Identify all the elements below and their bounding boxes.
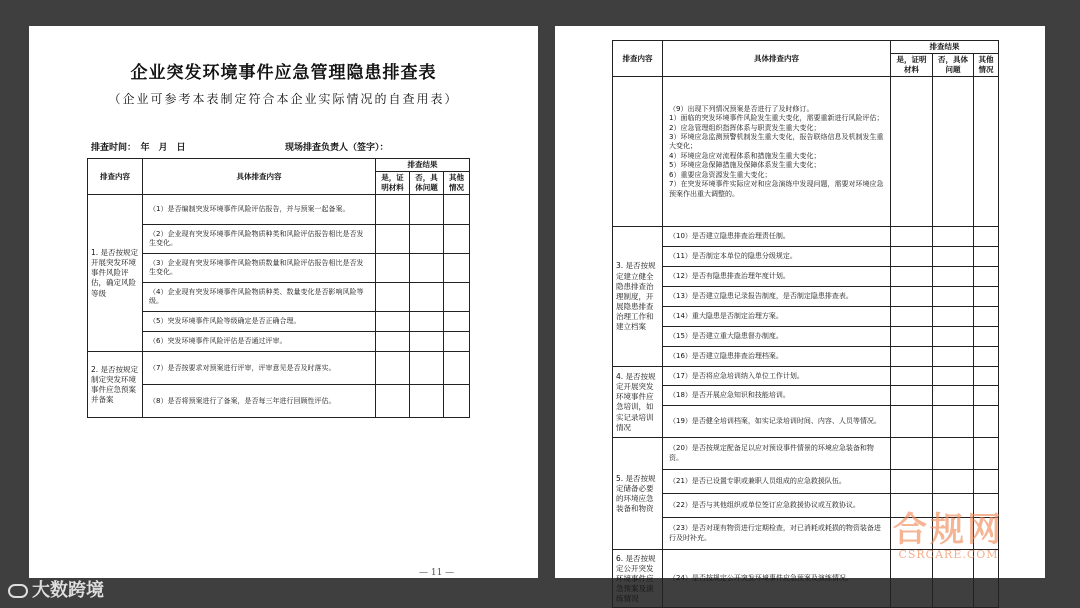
table-header-row [88,159,470,172]
brand-logo-icon [8,584,28,598]
table-row [613,406,999,438]
cell-no[interactable] [933,227,974,247]
document-title: 企业突发环境事件应急管理隐患排查表 [130,63,437,83]
row-category: 1. 是否按规定开展突发环境事件风险评估，确定风险等级 [88,195,143,352]
header-yes: 是，证明材料 [376,172,410,195]
page-number: — 11 — [419,568,455,578]
cell-other[interactable] [974,347,999,367]
cell-no[interactable] [933,438,974,470]
row-item: （23）是否对现有物资进行定期检查，对已消耗或耗损的物资装备进行及时补充。 [663,518,891,550]
responsible-signature-label: 现场排查负责人（签字）： [285,143,389,153]
row-item: （21）是否已设置专职或兼职人员组成的应急救援队伍。 [663,470,891,494]
cell-yes[interactable] [891,327,933,347]
table-row [613,227,999,247]
row-item: （1）是否编制突发环境事件风险评估报告，并与预案一起备案。 [143,195,376,225]
watermark [893,512,1004,561]
cell-yes[interactable] [891,267,933,287]
cell-other[interactable] [974,247,999,267]
header-other: 其他情况 [444,172,470,195]
cell-no[interactable] [410,283,444,312]
header-content: 具体排查内容 [663,41,891,77]
cell-other[interactable] [974,367,999,386]
watermark-main: 合规网 [893,510,1004,550]
row-item: （15）是否建立重大隐患督办制度。 [663,327,891,347]
row-item: （14）重大隐患是否制定治理方案。 [663,307,891,327]
cell-other[interactable] [974,227,999,247]
cell-no[interactable] [933,327,974,347]
cell-no[interactable] [933,287,974,307]
cell-other[interactable] [444,195,470,225]
row-item: （7）是否按要求对预案进行评审，评审意见是否及时落实。 [143,352,376,385]
cell-yes[interactable] [891,77,933,227]
table-header-row [613,41,999,54]
cell-yes[interactable] [891,227,933,247]
cell-no[interactable] [410,385,444,418]
header-category: 排查内容 [613,41,663,77]
cell-other[interactable] [974,307,999,327]
header-content: 具体排查内容 [143,159,376,195]
cell-yes[interactable] [376,225,410,254]
row-category: 3. 是否按规定建立健全隐患排查治理制度，开展隐患排查治理工作和建立档案 [613,227,663,367]
cell-other[interactable] [444,385,470,418]
cell-no[interactable] [933,367,974,386]
brand-logo [8,576,104,602]
row-item: （8）是否将预案进行了备案，是否每三年进行回顾性评估。 [143,385,376,418]
cell-other[interactable] [444,254,470,283]
document-page-left [29,26,538,578]
cell-yes[interactable] [376,385,410,418]
row-item: （13）是否建立隐患记录报告制度，是否制定隐患排查表。 [663,287,891,307]
cell-other[interactable] [444,312,470,332]
cell-yes[interactable] [891,347,933,367]
watermark-sub: CSRCARE.COM [898,548,999,561]
document-page-right [555,26,1045,604]
cell-other[interactable] [974,267,999,287]
table-row [88,332,470,352]
cell-yes[interactable] [891,247,933,267]
row-category: 5. 是否按规定储备必要的环境应急装备和物资 [613,438,663,550]
cell-no[interactable] [933,406,974,438]
cell-no[interactable] [933,247,974,267]
cell-yes[interactable] [891,367,933,386]
cell-other[interactable] [444,225,470,254]
table-row [613,386,999,406]
table-row [613,247,999,267]
cell-no[interactable] [410,254,444,283]
cell-yes[interactable] [376,352,410,385]
row-item: （5）突发环境事件风险等级确定是否正确合理。 [143,312,376,332]
table-row [613,470,999,494]
cell-other[interactable] [444,332,470,352]
table-row [88,385,470,418]
header-no: 否，具体问题 [410,172,444,195]
checklist-table-left [87,158,470,418]
cell-no[interactable] [410,225,444,254]
cell-other[interactable] [974,287,999,307]
row-item: （2）企业现有突发环境事件风险物质种类和风险评估报告相比是否发生变化。 [143,225,376,254]
header-result: 排查结果 [376,159,470,172]
cell-other[interactable] [974,470,999,494]
cell-yes[interactable] [376,254,410,283]
row-item: （22）是否与其他组织或单位签订应急救援协议或互救协议。 [663,494,891,518]
row-item: （12）是否有隐患排查治理年度计划。 [663,267,891,287]
header-result: 排查结果 [891,41,999,54]
table-row [88,195,470,225]
table-row [613,327,999,347]
table-row [613,438,999,470]
row-category: 2. 是否按规定制定突发环境事件应急预案并备案 [88,352,143,418]
cell-no[interactable] [933,307,974,327]
brand-name: 大数跨境 [32,580,104,601]
table-row [88,225,470,254]
row-item: （9）出现下列情况预案是否进行了及时修订。 1）面临的突发环境事件风险发生重大变化，需要重新进行风险评估； 2）应急管理组织指挥体系与职责发生重大变化； 3）环境应急监测预警机制发生重大变化，报告联络信息及机制发生重大变化； 4）环境应急应对流程体系和措施发生重大变化； 5）环境应急保障措施及保障体系发生重大变化； 6）重要应急资源发生重大变化； 7）在突发环境事件实际应对和应急演练中发现问题，需要对环境应急预案作出重大调整的。 [663,77,891,227]
cell-no[interactable] [933,267,974,287]
cell-no[interactable] [410,312,444,332]
row-item: （10）是否建立隐患排查治理责任制。 [663,227,891,247]
cell-no[interactable] [933,347,974,367]
cell-no[interactable] [410,332,444,352]
cell-yes[interactable] [376,195,410,225]
cell-no[interactable] [410,352,444,385]
row-item: （20）是否按规定配备足以应对预设事件情景的环境应急装备和物资。 [663,438,891,470]
cell-yes[interactable] [376,312,410,332]
row-item: （19）是否健全培训档案，如实记录培训时间、内容、人员等情况。 [663,406,891,438]
cell-other[interactable] [444,352,470,385]
table-row [88,254,470,283]
table-row [613,77,999,227]
row-item: （3）企业现有突发环境事件风险物质数量和风险评估报告相比是否发生变化。 [143,254,376,283]
table-row [88,283,470,312]
row-item: （18）是否开展应急知识和技能培训。 [663,386,891,406]
row-item: （11）是否制定本单位的隐患分级规定。 [663,247,891,267]
table-row [88,352,470,385]
cell-yes[interactable] [891,470,933,494]
row-item: （6）突发环境事件风险评估是否通过评审。 [143,332,376,352]
cell-yes[interactable] [891,307,933,327]
row-item: （17）是否将应急培训纳入单位工作计划。 [663,367,891,386]
cell-no[interactable] [933,470,974,494]
row-item: （24）是否按规定公开突发环境事件应急预案及演练情况。 [663,550,891,608]
row-category: 4. 是否按规定开展突发环境事件应急培训，如实记录培训情况 [613,367,663,438]
cell-yes[interactable] [891,438,933,470]
table-row [88,312,470,332]
cell-other[interactable] [974,327,999,347]
header-no: 否，具体问题 [933,54,974,77]
cell-other[interactable] [974,77,999,227]
cell-yes[interactable] [891,287,933,307]
row-category [613,77,663,227]
cell-yes[interactable] [891,386,933,406]
header-category: 排查内容 [88,159,143,195]
cell-yes[interactable] [891,406,933,438]
document-subtitle: （企业可参考本表制定符合本企业实际情况的自查用表） [108,92,459,106]
cell-no[interactable] [933,77,974,227]
table-row [613,267,999,287]
cell-yes[interactable] [376,283,410,312]
header-yes: 是，证明材料 [891,54,933,77]
cell-other[interactable] [974,386,999,406]
cell-other[interactable] [444,283,470,312]
cell-other[interactable] [974,438,999,470]
header-other: 其他情况 [974,54,999,77]
cell-no[interactable] [410,195,444,225]
inspection-date-label: 排查时间： 年 月 日 [91,143,186,153]
row-item: （16）是否建立隐患排查治理档案。 [663,347,891,367]
table-row [613,307,999,327]
row-category: 6. 是否按规定公开突发环境事件应急预案及演练情况 [613,550,663,608]
table-row [613,367,999,386]
table-row [613,287,999,307]
table-row [613,347,999,367]
row-item: （4）企业现有突发环境事件风险物质种类、数量变化是否影响风险等级。 [143,283,376,312]
cell-other[interactable] [974,406,999,438]
cell-yes[interactable] [376,332,410,352]
cell-no[interactable] [933,386,974,406]
